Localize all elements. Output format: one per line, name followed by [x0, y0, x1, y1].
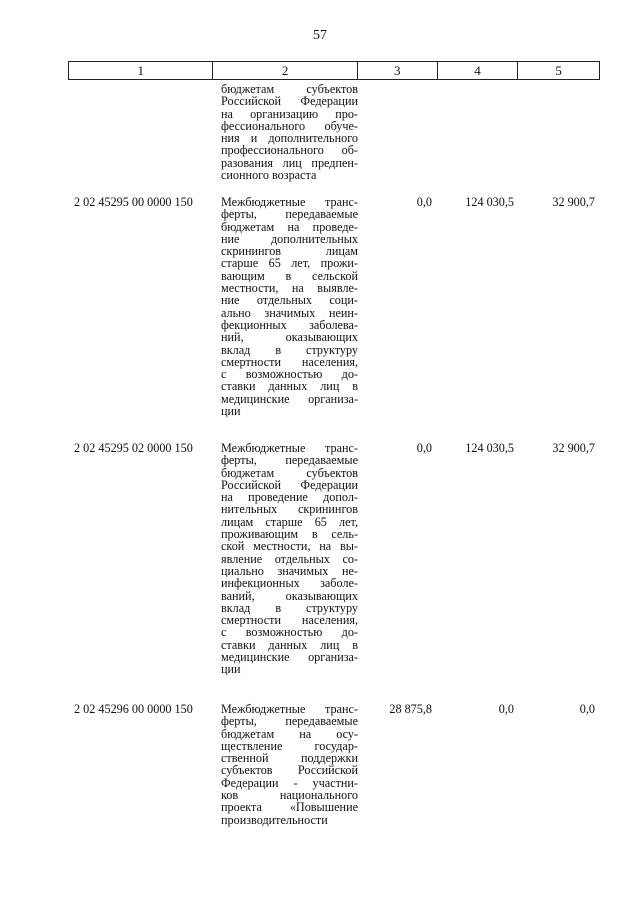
description-line: ферты, передаваемые	[221, 207, 358, 222]
description-line: производительности	[221, 812, 328, 827]
description-line: ферты, передаваемые	[221, 453, 358, 468]
row-value-5: 32 900,7	[552, 441, 595, 455]
description-line: Российской Федерации	[221, 477, 358, 492]
description-line: сионного возраста	[221, 168, 317, 183]
description-line: Межбюджетные транс-	[221, 441, 358, 455]
description-line: ферты, передаваемые	[221, 714, 358, 729]
description-line: ние дополнительных	[221, 231, 358, 246]
column-header-3: 3	[358, 62, 438, 79]
row-value-4: 0,0	[498, 702, 514, 716]
description-line: ции	[221, 662, 241, 677]
row-description	[221, 703, 358, 826]
description-line: ваний, оказывающих	[221, 588, 358, 603]
column-header-1: 1	[69, 62, 213, 79]
description-line: вклад в структуру	[221, 600, 358, 615]
description-line: медицинские организа-	[221, 650, 358, 665]
description-line: ально значимых неин-	[221, 305, 358, 320]
description-line: инфекционных заболе-	[221, 576, 358, 591]
description-line: смертности населения,	[221, 613, 358, 628]
description-line: ков национального	[221, 788, 358, 803]
description-line: смертности населения,	[221, 354, 358, 369]
description-line: на организацию про-	[221, 106, 358, 121]
row-value-4: 124 030,5	[465, 441, 514, 455]
row-code: 2 02 45295 00 0000 150	[74, 195, 193, 209]
description-line: бюджетам на осу-	[221, 726, 358, 741]
description-line: с возможностью до-	[221, 625, 358, 640]
row-value-3: 0,0	[416, 195, 432, 209]
description-line: вклад в структуру	[221, 342, 358, 357]
description-line: профессионального об-	[221, 143, 358, 158]
column-header-5: 5	[555, 62, 562, 78]
row-value-5: 0,0	[579, 702, 595, 716]
page-number: 57	[313, 28, 327, 43]
table-header	[68, 61, 600, 80]
description-line: ставки данных лиц в	[221, 379, 358, 394]
description-line: медицинские организа-	[221, 391, 358, 406]
description-line: проживающим в сель-	[221, 527, 358, 542]
description-line: циально значимых не-	[221, 563, 358, 578]
row-value-3: 28 875,8	[389, 702, 432, 716]
description-line: ний, оказывающих	[221, 330, 358, 345]
description-line: нительных скринингов	[221, 502, 358, 517]
row-description	[221, 442, 358, 676]
column-header-2: 2	[213, 62, 357, 79]
row-description	[221, 83, 358, 181]
description-line: ние отдельных соци-	[221, 293, 358, 308]
description-line: Межбюджетные транс-	[221, 195, 358, 209]
description-line: старше 65 лет, прожи-	[221, 256, 358, 271]
row-code: 2 02 45295 02 0000 150	[74, 441, 193, 455]
description-line: Федерации - участни-	[221, 775, 358, 790]
row-value-4: 124 030,5	[465, 195, 514, 209]
column-header-4: 4	[438, 62, 519, 79]
description-line: субъектов Российской	[221, 763, 358, 778]
description-line: фессионального обуче-	[221, 118, 358, 133]
description-line: лицам старше 65 лет,	[221, 514, 358, 529]
row-description	[221, 196, 358, 417]
description-line: с возможностью до-	[221, 367, 358, 382]
description-line: фекционных заболева-	[221, 317, 358, 332]
row-value-5: 32 900,7	[552, 195, 595, 209]
description-line: Российской Федерации	[221, 94, 358, 109]
description-line: проекта «Повышение	[221, 800, 358, 815]
row-value-3: 0,0	[416, 441, 432, 455]
description-line: ния и дополнительного	[221, 131, 358, 146]
description-line: ции	[221, 404, 241, 419]
description-line: бюджетам на проведе-	[221, 219, 358, 234]
row-code: 2 02 45296 00 0000 150	[74, 702, 193, 716]
description-line: вающим в сельской	[221, 268, 358, 283]
description-line: ставки данных лиц в	[221, 637, 358, 652]
description-line: бюджетам субъектов	[221, 465, 358, 480]
description-line: местности, на выявле-	[221, 281, 358, 296]
description-line: скринингов лицам	[221, 244, 358, 259]
description-line: ственной поддержки	[221, 751, 358, 766]
description-line: на проведение допол-	[221, 490, 358, 505]
description-line: ществление государ-	[221, 738, 358, 753]
description-line: разования лиц предпен-	[221, 155, 358, 170]
description-line: бюджетам субъектов	[221, 82, 358, 96]
description-line: Межбюджетные транс-	[221, 702, 358, 716]
description-line: ской местности, на вы-	[221, 539, 358, 554]
description-line: явление отдельных со-	[221, 551, 358, 566]
